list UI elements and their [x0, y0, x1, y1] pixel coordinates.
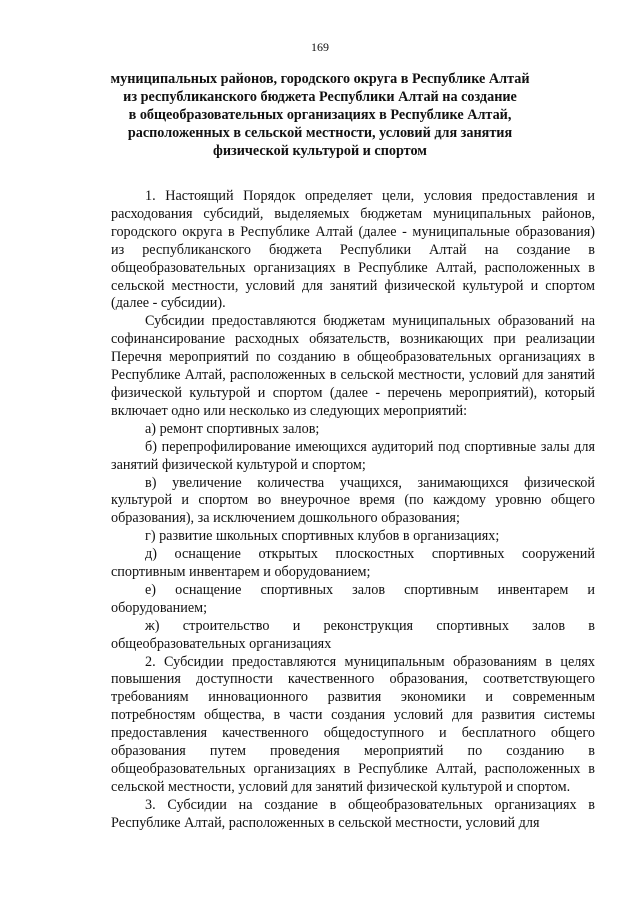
paragraph-1: 1. Настоящий Порядок определяет цели, условия предоставления и расходования субсидий, выделяемых бюджетам муниципальных районов, городского округа в Республике Алтай (далее - муниципальные образования) из республиканского бюджета Республики Алтай на создание в общеобразовательных организациях в Республике Алтай, расположенных в сельской местности, условий для занятий физической культурой и спортом (далее - субсидии). — [111, 188, 595, 312]
heading-line: муниципальных районов, городского округа в Республике Алтай — [110, 71, 530, 87]
paragraph-2: 2. Субсидии предоставляются муниципальным образованиям в целях повышения доступности качественного образования, соответствующего требованиям инновационного развития экономики и современным потребностям общества, в части создания условий для развития системы предоставления качественного общедоступного и бесплатного общего образования путем проведения мероприятий по созданию в общеобразовательных организациях в Республике Алтай, расположенных в сельской местности, условий для занятий физической культурой и спортом. — [111, 653, 595, 795]
list-item-d: д) оснащение открытых плоскостных спортивных сооружений спортивным инвентарем и оборудованием; — [111, 546, 595, 581]
list-item-v: в) увеличение количества учащихся, занимающихся физической культурой и спортом во внеурочное время (по каждому уровню общего образования), за исключением дошкольного образования; — [111, 474, 595, 527]
heading-line: физической культурой и спортом — [213, 143, 427, 159]
list-item-e: е) оснащение спортивных залов спортивным инвентарем и оборудованием; — [111, 581, 595, 616]
document-heading — [95, 70, 545, 160]
page-number: 169 — [311, 40, 329, 54]
paragraph-subsidies: Субсидии предоставляются бюджетам муниципальных образований на софинансирование расходных обязательств, возникающих при реализации Перечня мероприятий по созданию в общеобразовательных организациях в Республике Алтай, расположенных в сельской местности, условий для занятий физической культурой и спортом (далее - перечень мероприятий), который включает одно или несколько из следующих мероприятий: — [111, 313, 595, 419]
document-body — [111, 188, 595, 833]
paragraph-3: 3. Субсидии на создание в общеобразовательных организациях в Республике Алтай, расположенных в сельской местности, условий для — [111, 796, 595, 831]
list-item-a: а) ремонт спортивных залов; — [145, 420, 320, 437]
heading-line: из республиканского бюджета Республики Алтай на создание — [123, 89, 517, 105]
heading-line: расположенных в сельской местности, условий для занятия — [127, 125, 513, 141]
list-item-g: г) развитие школьных спортивных клубов в организациях; — [145, 528, 500, 545]
list-item-zh: ж) строительство и реконструкция спортивных залов в общеобразовательных организациях — [111, 617, 595, 652]
list-item-b: б) перепрофилирование имеющихся аудиторий под спортивные залы для занятий физической культурой и спортом; — [111, 438, 595, 473]
heading-line: в общеобразовательных организациях в Республике Алтай, — [128, 107, 512, 123]
